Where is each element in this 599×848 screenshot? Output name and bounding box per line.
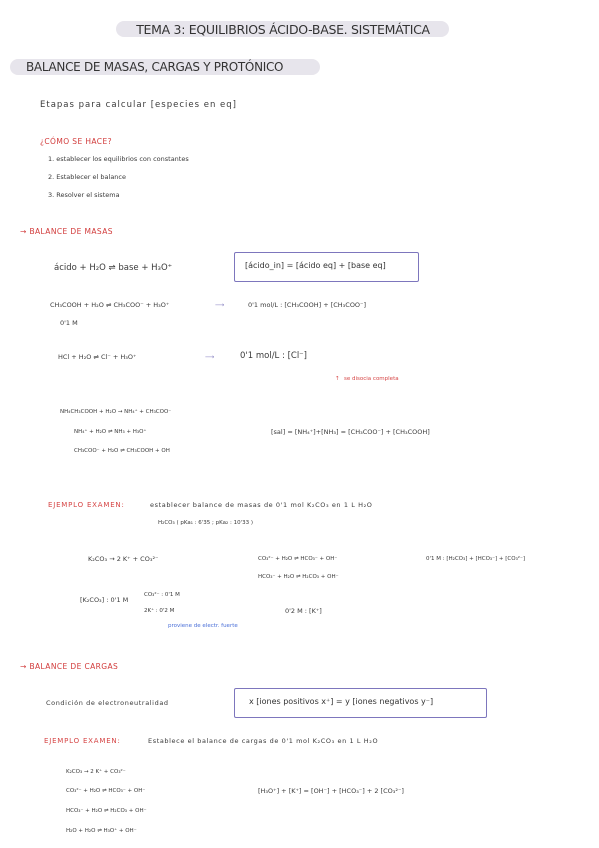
charge-line-3: HCO₃⁻ + H₂O ⇌ H₂CO₃ + OH⁻ — [66, 808, 147, 814]
k2co3-concentration: [K₂CO₃] : 0'1 M — [80, 596, 129, 604]
arrow-icon: ⟶ — [205, 353, 215, 361]
salt-line-2: NH₄⁺ + H₂O ⇌ NH₃ + H₃O⁺ — [74, 429, 147, 435]
step-3: 3. Resolver el sistema — [48, 191, 120, 199]
como-heading: ¿CÓMO SE HACE? — [40, 137, 112, 146]
acetic-equilibrium: CH₃COOH + H₂O ⇌ CH₃COO⁻ + H₃O⁺ — [50, 301, 170, 309]
step-1: 1. establecer los equilibrios con constantes — [48, 155, 189, 163]
charge-line-2: CO₃²⁻ + H₂O ⇌ HCO₃⁻ + OH⁻ — [66, 788, 146, 794]
acetic-concentration: 0'1 M — [60, 319, 78, 327]
etapas-text: Etapas para calcular [especies en eq] — [40, 100, 237, 110]
page-title: TEMA 3: EQUILIBRIOS ÁCIDO-BASE. SISTEMÁTICA — [136, 22, 430, 37]
electroneutrality-condition: Condición de electroneutralidad — [46, 699, 169, 707]
cargas-heading: → BALANCE DE CARGAS — [20, 662, 119, 671]
section-title: BALANCE DE MASAS, CARGAS Y PROTÓNICO — [26, 60, 284, 74]
mass-balance-box — [234, 252, 419, 282]
charge-balance-formula: x [iones positivos x⁺] = y [iones negativos y⁻] — [249, 697, 434, 706]
salt-line-1: NH₄CH₃COOH + H₂O → NH₄⁺ + CH₃COO⁻ — [60, 409, 172, 415]
carbonate-mass-balance: 0'1 M : [H₂CO₃] + [HCO₃⁻] + [CO₃²⁻] — [426, 556, 526, 562]
k2co3-dissociation: K₂CO₃ → 2 K⁺ + CO₃²⁻ — [88, 555, 159, 563]
salt-mass-balance: [sal] = [NH₄⁺]+[NH₃] = [CH₃COO⁻] + [CH₃COOH] — [271, 428, 430, 436]
example-2-text: Establece el balance de cargas de 0'1 mol K₂CO₃ en 1 L H₂O — [148, 737, 379, 745]
k-concentration: 2K⁺ : 0'2 M — [144, 608, 175, 614]
masas-heading: → BALANCE DE MASAS — [20, 227, 113, 236]
k-mass-balance: 0'2 M : [K⁺] — [285, 607, 322, 615]
salt-line-3: CH₃COO⁻ + H₂O ⇌ CH₃COOH + OH — [74, 448, 170, 454]
charge-line-4: H₂O + H₂O ⇌ H₃O⁺ + OH⁻ — [66, 828, 137, 834]
carbonate-eq-1: CO₃²⁻ + H₂O ⇌ HCO₃⁻ + OH⁻ — [258, 556, 338, 562]
arrow-icon: ⟶ — [215, 301, 225, 309]
example-1-pka: H₂CO₃ ( pKa₁ : 6'35 ; pKa₂ : 10'33 ) — [158, 520, 253, 526]
strong-electrolyte-note: proviene de electr. fuerte — [168, 623, 238, 629]
example-1-label: EJEMPLO EXAMEN: — [48, 501, 125, 509]
acetic-mass-balance: 0'1 mol/L : [CH₃COOH] + [CH₃COO⁻] — [248, 301, 367, 309]
hcl-note: se disocia completa — [344, 376, 399, 382]
example-1-text: establecer balance de masas de 0'1 mol K₂CO₃ en 1 L H₂O — [150, 501, 373, 509]
hcl-note-arrow-icon: ↑ — [335, 376, 340, 382]
charge-balance-box — [234, 688, 487, 718]
generic-equilibrium: ácido + H₂O ⇌ base + H₃O⁺ — [54, 263, 173, 273]
step-2: 2. Establecer el balance — [48, 173, 126, 181]
mass-balance-formula: [ácido_in] = [ácido eq] + [base eq] — [245, 261, 386, 270]
charge-line-1: K₂CO₃ → 2 K⁺ + CO₃²⁻ — [66, 769, 126, 775]
co3-concentration: CO₃²⁻ : 0'1 M — [144, 592, 180, 598]
hcl-equilibrium: HCl + H₂O ⇌ Cl⁻ + H₃O⁺ — [58, 353, 137, 361]
hcl-mass-balance: 0'1 mol/L : [Cl⁻] — [240, 351, 307, 361]
charge-balance-result: [H₃O⁺] + [K⁺] = [OH⁻] + [HCO₃⁻] + 2 [CO₃²⁻] — [258, 787, 404, 795]
carbonate-eq-2: HCO₃⁻ + H₂O ⇌ H₂CO₃ + OH⁻ — [258, 574, 339, 580]
example-2-label: EJEMPLO EXAMEN: — [44, 737, 121, 745]
